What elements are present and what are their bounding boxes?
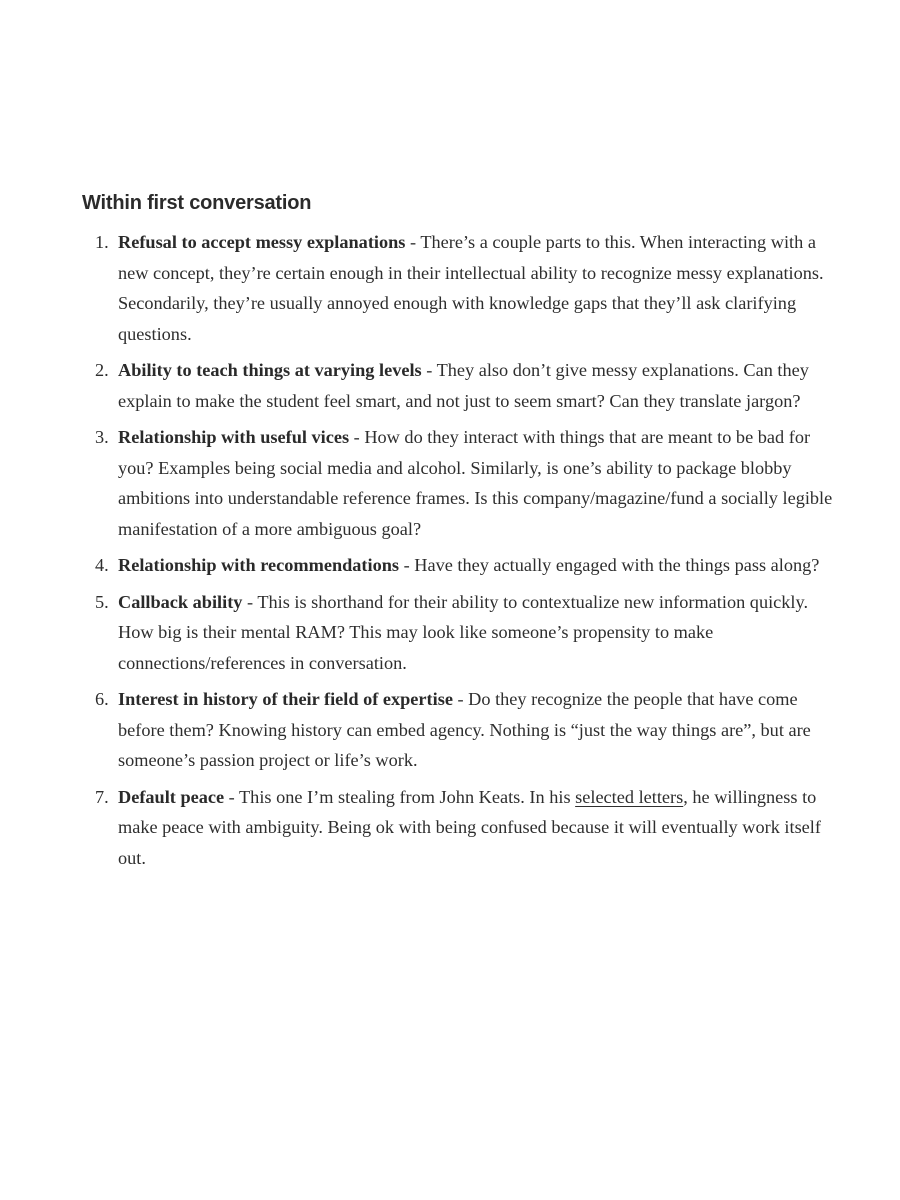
item-separator: - — [349, 427, 365, 447]
item-text: They also don’t give messy explanations. Can they explain to make the student feel smart, and not just to seem smart? Can they translate jargon? — [118, 360, 809, 411]
item-term: Default peace — [118, 786, 225, 807]
item-term: Refusal to accept messy explanations — [118, 232, 406, 252]
item-term: Interest in history of their field of expertise — [118, 689, 453, 709]
item-separator: - — [224, 786, 240, 807]
item-separator: - — [405, 232, 421, 252]
list-item — [82, 782, 842, 874]
item-text-after: , he willingness to make peace with ambiguity. Being ok with being confused because it will eventually work itself out. — [118, 786, 821, 868]
list-number: 1. — [95, 232, 109, 252]
item-separator: - — [399, 555, 415, 575]
list-item — [82, 422, 842, 544]
list-number: 3. — [95, 427, 109, 447]
list-number: 2. — [95, 360, 109, 380]
item-text: There’s a couple parts to this. When interacting with a new concept, they’re certain enough in their intellectual ability to recognize messy explanations. Secondarily, they’re usually annoyed enough with knowledge gaps that they’ll ask clarifying questions. — [118, 232, 824, 344]
list-number: 4. — [95, 555, 109, 575]
item-separator: - — [421, 360, 437, 380]
item-text: Have they actually engaged with the things pass along? — [414, 555, 820, 575]
item-text: This is shorthand for their ability to contextualize new information quickly. How big is their mental RAM? This may look like someone’s propensity to make connections/references in conversation. — [118, 591, 809, 673]
list-item — [82, 684, 842, 776]
item-separator: - — [242, 591, 258, 612]
item-term: Ability to teach things at varying levels — [118, 360, 422, 380]
item-term: Callback ability — [118, 591, 243, 612]
item-separator: - — [452, 689, 469, 709]
item-text: How do they interact with things that are meant to be bad for you? Examples being social media and alcohol. Similarly, is one’s ability to package blobby ambitions into understandable reference frames. Is this company/magazine/fund a socially legible manifestation of a more ambiguous goal? — [118, 427, 833, 539]
list-item — [82, 550, 842, 581]
list-item — [82, 355, 842, 416]
list-number: 6. — [95, 689, 109, 709]
list-item — [82, 227, 842, 349]
list-number: 5. — [95, 591, 109, 612]
item-text-before: This one I’m stealing from John Keats. In his — [239, 786, 576, 807]
item-term: Relationship with useful vices — [118, 427, 350, 447]
item-text: Do they recognize the people that have come before them? Knowing history can embed agency. Nothing is “just the way things are”, but are someone’s passion project or life’s work. — [118, 689, 811, 770]
list-item — [82, 587, 842, 679]
section-heading: Within first conversation — [82, 192, 312, 214]
selected-letters-link[interactable]: selected letters — [575, 786, 684, 807]
item-term: Relationship with recommendations — [118, 555, 400, 575]
trait-list — [82, 227, 842, 873]
list-number: 7. — [95, 786, 109, 807]
article-section — [82, 192, 842, 879]
